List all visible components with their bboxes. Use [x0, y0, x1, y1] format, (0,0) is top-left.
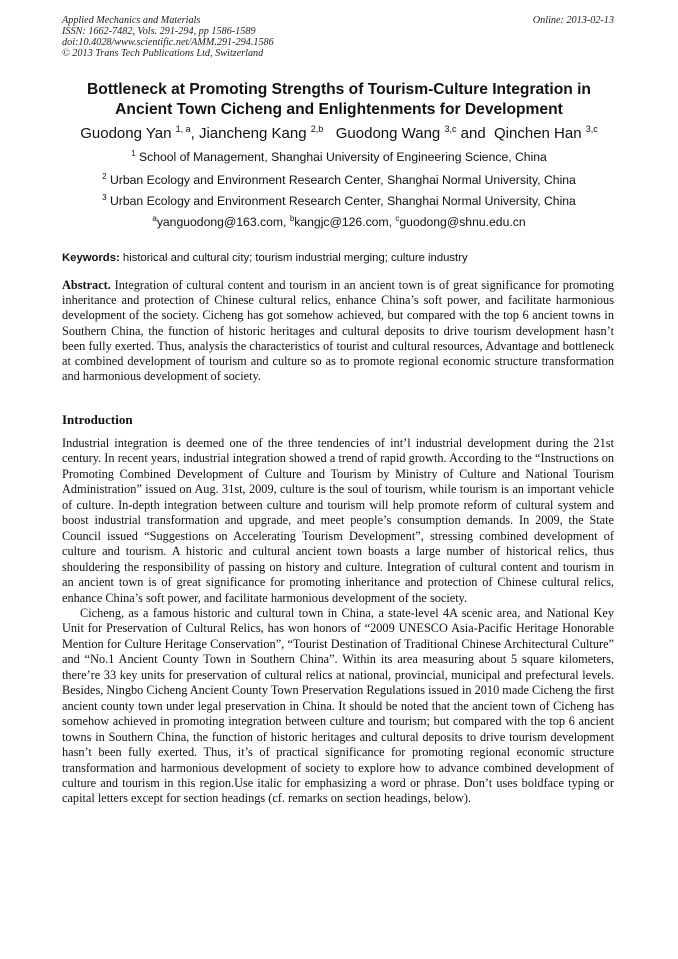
- author-name: Qinchen Han: [494, 125, 582, 142]
- title-line-2: Ancient Town Cicheng and Enlightenments for Development: [115, 101, 563, 118]
- author-name: Guodong Wang: [335, 125, 441, 142]
- author-separator: ,: [190, 125, 199, 142]
- section-heading-introduction: Introduction: [62, 412, 133, 427]
- body-paragraph: Cicheng, as a famous historic and cultural town in China, a state-level 4A scenic area, and National Key Unit for Preservation of Cultural Relics, has won honors of “2009 UNESCO Asia-Pacific Heritage Honorable Mention for Culture Heritage Conservation”, “Tourist Destination of Traditional Chinese Architectural Culture” and “No.1 Ancient County Town in Southern China”. Within its area measuring about 5 square kilometers, there’re 33 key units for preservation of cultural relics at national, provincial, municipal and prefectural levels. Besides, Ningbo Cicheng Ancient County Town Preservation Regulations issued in 2010 made Cicheng the first ancient county town under legal preservation in China. It should be noted that the ancient town of Cicheng has somehow achieved in promoting integration between culture and tourism; but compared with the top 6 ancient towns in Southern China, the function of historic heritages and cultural deposits to drive tourism development hasn’t been fully exerted. Thus, it’s of practical significance for promoting regional economic structure transformation and harmonious development of society to explore how to advance combined development of culture and tourism in this region.Use italic for emphasizing a word or phrase. Don’t uses boldface typing or capital letters except for section headings (cf. remarks on section headings, below).: [62, 605, 614, 806]
- journal-name: Applied Mechanics and Materials: [62, 15, 201, 26]
- journal-header: [62, 15, 614, 59]
- email-line: [40, 215, 638, 230]
- keywords: [62, 251, 622, 265]
- affiliation-mark: 1: [131, 149, 136, 158]
- author-separator: and: [456, 125, 490, 142]
- affiliation-3: [40, 194, 638, 209]
- email-mark: a: [152, 214, 157, 223]
- keywords-text: historical and cultural city; tourism industrial merging; culture industry: [122, 252, 468, 264]
- affiliation-mark: 3: [102, 193, 107, 202]
- author-separator: [323, 125, 331, 142]
- introduction-body: [62, 436, 614, 807]
- paper-title: [50, 80, 628, 120]
- abstract: [62, 278, 614, 384]
- copyright-line: © 2013 Trans Tech Publications Ltd, Switzerland: [62, 48, 264, 59]
- abstract-label: Abstract.: [62, 278, 111, 292]
- email-text: guodong@shnu.edu.cn: [399, 215, 526, 229]
- issn-line: ISSN: 1662-7482, Vols. 291-294, pp 1586-1589: [62, 26, 256, 37]
- author-list: [40, 124, 638, 144]
- email-mark: b: [289, 214, 295, 223]
- abstract-text: Integration of cultural content and tourism in an ancient town is of great significance for promoting inheritance and protection of Chinese cultural relics, enhance China’s soft power, and facilitate harmonious development of the society. Cicheng has got somehow achieved, but compared with the top 6 ancient towns in Southern China, the function of historic heritages and cultural deposits to drive tourism development hasn’t been fully exerted. Thus, analysis the characteristics of tourist and cultural resources, Advantage and bottleneck at combined development of tourism and culture so as to promote regional economic structure transformation and harmonious development of society.: [62, 278, 614, 384]
- affiliation-text: Urban Ecology and Environment Research Center, Shanghai Normal University, China: [110, 194, 576, 208]
- email-mark: c: [395, 214, 400, 223]
- body-paragraph: Industrial integration is deemed one of the three tendencies of int’l industrial development during the 21st century. In recent years, industrial integration showed a trend of rapid growth. According to the “Instructions on Promoting Combined Development of Culture and Tourism by Ministry of Culture and National Tourism Administration” issued on Aug. 31st, 2009, culture is the soul of tourism, while tourism is an important vehicle of culture. In-depth integration between culture and tourism will help promote reform of cultural system and boost industrial transformation and upgrade, and meet people’s consumption demands. In 2009, the State Council issued “Suggestions on Accelerating Tourism Development”, stressing combined development of culture and tourism. A historic and cultural ancient town boasts a large number of historical relics, thus shouldering the responsibility of passing on history and culture. Integration of cultural content and tourism in an ancient town is of great significance for promoting inheritance and protection of Chinese cultural relics, enhance China’s soft power, and facilitate harmonious development of the society.: [62, 436, 614, 605]
- author-name: Guodong Yan: [80, 125, 172, 142]
- author-affiliation-mark: 3,c: [585, 124, 598, 134]
- author-affiliation-mark: 3,c: [444, 124, 457, 134]
- email-text: kangjc@126.com,: [294, 215, 396, 229]
- affiliation-text: Urban Ecology and Environment Research Center, Shanghai Normal University, China: [110, 173, 576, 187]
- affiliation-text: School of Management, Shanghai University of Engineering Science, China: [138, 150, 547, 164]
- author-affiliation-mark: 2,b: [310, 124, 324, 134]
- affiliation-1: [40, 150, 638, 165]
- affiliation-mark: 2: [102, 172, 107, 181]
- author-affiliation-mark: 1, a: [175, 124, 191, 134]
- doi-line: doi:10.4028/www.scientific.net/AMM.291-294.1586: [62, 37, 274, 48]
- keywords-label: Keywords:: [62, 252, 120, 264]
- affiliation-2: [40, 173, 638, 188]
- email-text: yanguodong@163.com,: [156, 215, 290, 229]
- online-date: Online: 2013-02-13: [532, 15, 614, 26]
- title-line-1: Bottleneck at Promoting Strengths of Tourism-Culture Integration in: [87, 81, 591, 98]
- author-name: Jiancheng Kang: [198, 125, 307, 142]
